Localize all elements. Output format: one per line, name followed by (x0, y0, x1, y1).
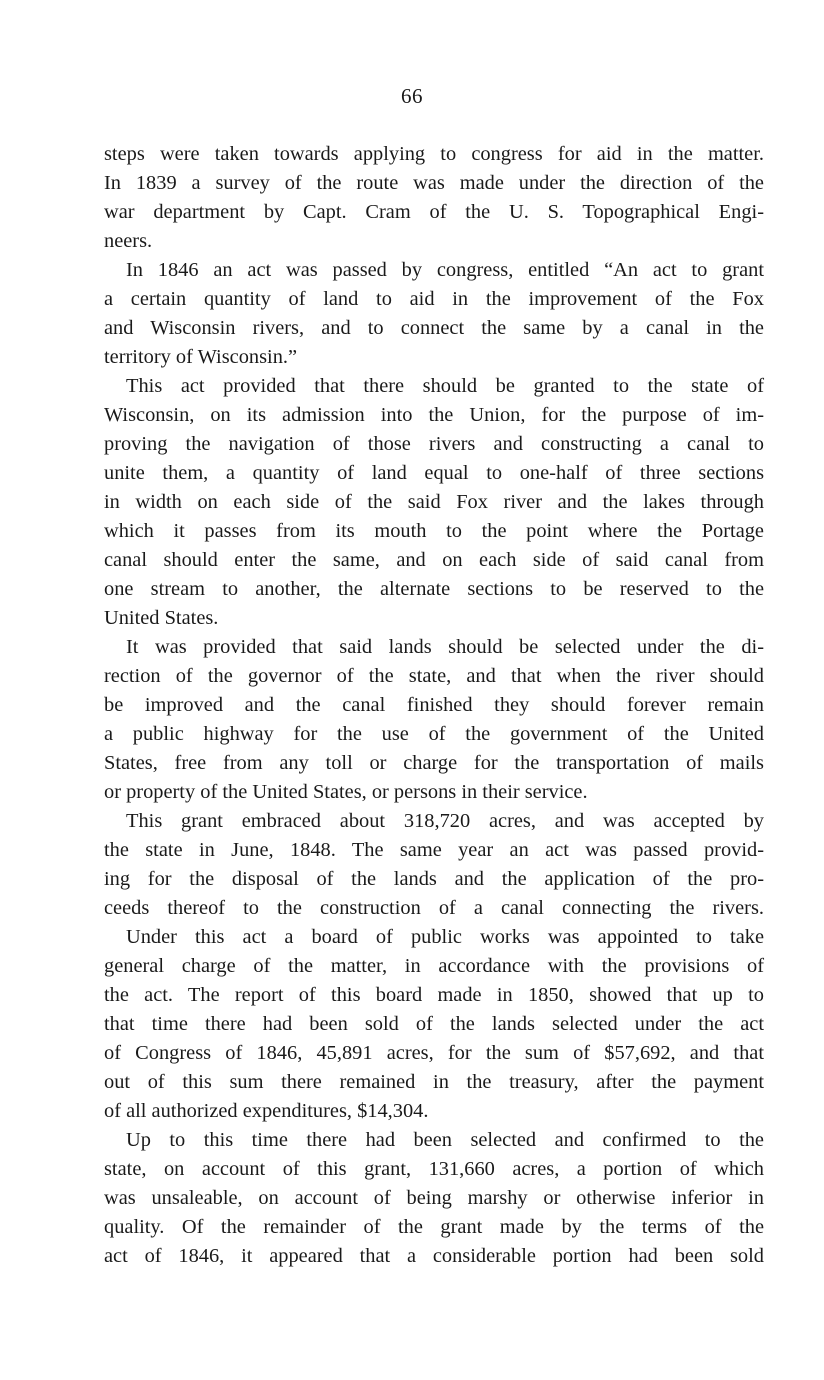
paragraph-4 (104, 633, 764, 807)
text-line: In 1839 a survey of the route was made under the direction of the (104, 172, 764, 194)
text-line: or property of the United States, or persons in their service. (104, 781, 588, 803)
text-line: a certain quantity of land to aid in the improvement of the Fox (104, 288, 764, 310)
text-line: out of this sum there remained in the treasury, after the payment (104, 1071, 764, 1093)
text-line: It was provided that said lands should be selected under the di- (126, 636, 764, 658)
text-line: state, on account of this grant, 131,660 acres, a portion of which (104, 1158, 764, 1180)
text-line: act of 1846, it appeared that a considerable portion had been sold (104, 1245, 764, 1267)
text-line: quality. Of the remainder of the grant made by the terms of the (104, 1216, 764, 1238)
text-line: war department by Capt. Cram of the U. S. Topographical Engi- (104, 201, 764, 223)
text-line: that time there had been sold of the lands selected under the act (104, 1013, 764, 1035)
text-line: the act. The report of this board made in 1850, showed that up to (104, 984, 764, 1006)
text-line: the state in June, 1848. The same year an act was passed provid- (104, 839, 764, 861)
text-line: rection of the governor of the state, and that when the river should (104, 665, 764, 687)
page-number: 66 (401, 84, 423, 108)
text-line: This act provided that there should be granted to the state of (126, 375, 764, 397)
text-line: in width on each side of the said Fox river and the lakes through (104, 491, 764, 513)
text-line: of Congress of 1846, 45,891 acres, for the sum of $57,692, and that (104, 1042, 764, 1064)
paragraph-1 (104, 140, 764, 256)
text-line: of all authorized expenditures, $14,304. (104, 1100, 429, 1122)
text-line: proving the navigation of those rivers and constructing a canal to (104, 433, 764, 455)
paragraph-5 (104, 807, 764, 923)
text-line: territory of Wisconsin.” (104, 346, 298, 368)
text-line: which it passes from its mouth to the point where the Portage (104, 520, 764, 542)
text-line: ing for the disposal of the lands and the application of the pro- (104, 868, 764, 890)
text-line: In 1846 an act was passed by congress, entitled “An act to grant (126, 259, 764, 281)
text-line: Wisconsin, on its admission into the Union, for the purpose of im- (104, 404, 764, 426)
text-line: unite them, a quantity of land equal to one-half of three sections (104, 462, 764, 484)
text-line: States, free from any toll or charge for the transportation of mails (104, 752, 764, 774)
text-line: steps were taken towards applying to congress for aid in the matter. (104, 143, 764, 165)
paragraph-2 (104, 256, 764, 372)
text-line: was unsaleable, on account of being marshy or otherwise inferior in (104, 1187, 764, 1209)
text-line: Under this act a board of public works was appointed to take (126, 926, 764, 948)
text-line: United States. (104, 607, 219, 629)
text-line: one stream to another, the alternate sections to be reserved to the (104, 578, 764, 600)
text-line: neers. (104, 230, 153, 252)
text-line: and Wisconsin rivers, and to connect the same by a canal in the (104, 317, 764, 339)
text-line: canal should enter the same, and on each side of said canal from (104, 549, 764, 571)
paragraph-6 (104, 923, 764, 1126)
text-line: be improved and the canal finished they should forever remain (104, 694, 764, 716)
text-line: general charge of the matter, in accordance with the provisions of (104, 955, 764, 977)
text-line: Up to this time there had been selected and confirmed to the (126, 1129, 764, 1151)
text-line: a public highway for the use of the government of the United (104, 723, 764, 745)
paragraph-7 (104, 1126, 764, 1271)
body-text (104, 140, 764, 1271)
text-line: ceeds thereof to the construction of a canal connecting the rivers. (104, 897, 764, 919)
text-line: This grant embraced about 318,720 acres, and was accepted by (126, 810, 764, 832)
paragraph-3 (104, 372, 764, 633)
